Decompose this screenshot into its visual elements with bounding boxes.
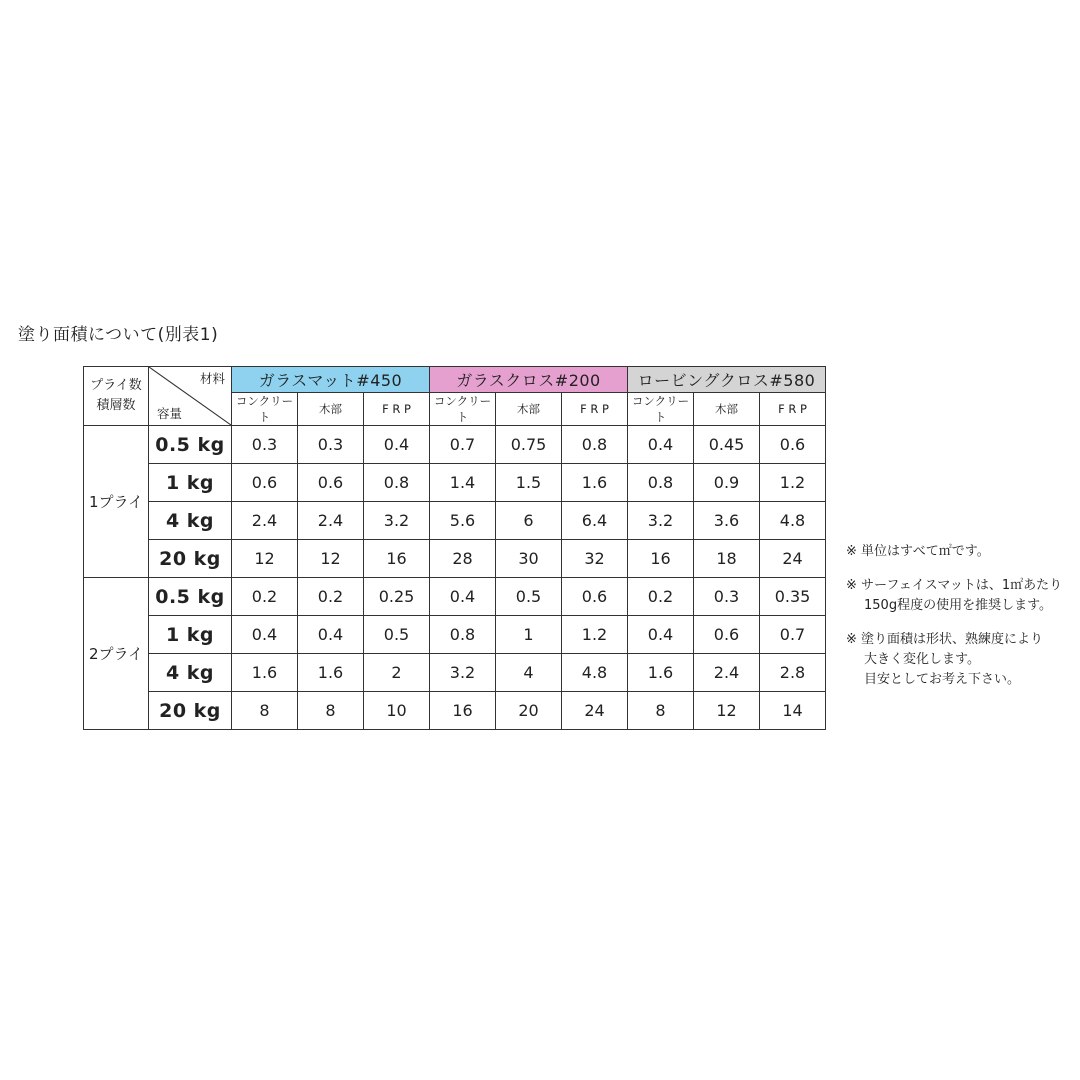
table-cell: 6	[496, 502, 562, 540]
table-cell: 0.3	[694, 578, 760, 616]
capacity-label: 0.5 kg	[149, 426, 232, 464]
table-cell: 0.6	[694, 616, 760, 654]
table-cell: 4.8	[760, 502, 826, 540]
table-cell: 1.5	[496, 464, 562, 502]
table-cell: 1.2	[562, 616, 628, 654]
table-cell: 8	[628, 692, 694, 730]
table-cell: 2.8	[760, 654, 826, 692]
table-cell: 20	[496, 692, 562, 730]
substrate-header: 木部	[298, 393, 364, 426]
table-cell: 18	[694, 540, 760, 578]
substrate-header: F R P	[760, 393, 826, 426]
note-line: ※ 塗り面積は形状、熟練度により	[846, 632, 1044, 647]
table-cell: 0.7	[430, 426, 496, 464]
substrate-header: コンクリート	[430, 393, 496, 426]
table-cell: 0.5	[496, 578, 562, 616]
table-cell: 2.4	[298, 502, 364, 540]
table-cell: 0.4	[298, 616, 364, 654]
note-line: 大きく変化します。	[864, 652, 980, 667]
table-cell: 0.45	[694, 426, 760, 464]
table-cell: 12	[694, 692, 760, 730]
ply-label: 1プライ	[84, 426, 149, 578]
capacity-label: 4 kg	[149, 502, 232, 540]
table-row	[84, 616, 826, 654]
table-cell: 0.8	[430, 616, 496, 654]
capacity-label: 0.5 kg	[149, 578, 232, 616]
table-cell: 2	[364, 654, 430, 692]
substrate-header: 木部	[496, 393, 562, 426]
table-cell: 0.8	[364, 464, 430, 502]
corner-header-cell	[149, 367, 232, 426]
table-cell: 0.35	[760, 578, 826, 616]
substrate-header: F R P	[364, 393, 430, 426]
table-cell: 1	[496, 616, 562, 654]
table-cell: 8	[298, 692, 364, 730]
table-cell: 3.2	[430, 654, 496, 692]
table-row	[84, 502, 826, 540]
table-cell: 28	[430, 540, 496, 578]
table-cell: 3.2	[364, 502, 430, 540]
table-cell: 24	[760, 540, 826, 578]
table-cell: 16	[364, 540, 430, 578]
table-cell: 24	[562, 692, 628, 730]
table-cell: 0.4	[430, 578, 496, 616]
table-cell: 16	[628, 540, 694, 578]
ply-header-cell	[84, 367, 149, 426]
note-line: 150g程度の使用を推奨します。	[864, 598, 1053, 613]
table-cell: 0.8	[628, 464, 694, 502]
table-cell: 0.4	[628, 616, 694, 654]
table-cell: 1.6	[562, 464, 628, 502]
substrate-header: F R P	[562, 393, 628, 426]
table-cell: 0.4	[364, 426, 430, 464]
layer-header-label: 積層数	[96, 398, 136, 413]
table-cell: 16	[430, 692, 496, 730]
table-cell: 0.6	[232, 464, 298, 502]
table-cell: 10	[364, 692, 430, 730]
note-line: 目安としてお考え下さい。	[864, 672, 1021, 687]
page-title: 塗り面積について(別表1)	[18, 325, 219, 345]
note-line: ※ 単位はすべて㎡です。	[846, 544, 990, 559]
substrate-header: コンクリート	[628, 393, 694, 426]
note	[846, 630, 1062, 690]
table-cell: 1.6	[298, 654, 364, 692]
table-cell: 1.6	[232, 654, 298, 692]
table-row	[84, 578, 826, 616]
table-cell: 0.75	[496, 426, 562, 464]
note-line: ※ サーフェイスマットは、1㎡あたり	[846, 578, 1063, 593]
table-cell: 0.4	[232, 616, 298, 654]
notes	[846, 542, 1062, 704]
capacity-label: 20 kg	[149, 692, 232, 730]
table-cell: 5.6	[430, 502, 496, 540]
table-row	[84, 464, 826, 502]
table-cell: 0.6	[562, 578, 628, 616]
table-cell: 30	[496, 540, 562, 578]
material-roving-cloth-580: ロービングクロス#580	[628, 367, 826, 393]
table-row	[84, 654, 826, 692]
material-glass-cloth-200: ガラスクロス#200	[430, 367, 628, 393]
table-cell: 1.2	[760, 464, 826, 502]
table-cell: 0.6	[298, 464, 364, 502]
table-cell: 0.2	[298, 578, 364, 616]
note	[846, 542, 1062, 562]
capacity-header-label: 容量	[157, 406, 183, 421]
table-cell: 32	[562, 540, 628, 578]
table-cell: 0.3	[298, 426, 364, 464]
table-cell: 0.2	[232, 578, 298, 616]
ply-header-label: プライ数	[90, 378, 142, 393]
table-cell: 0.4	[628, 426, 694, 464]
table-cell: 0.3	[232, 426, 298, 464]
table-row	[84, 692, 826, 730]
table-cell: 0.7	[760, 616, 826, 654]
table-cell: 1.4	[430, 464, 496, 502]
material-header-label: 材料	[199, 371, 225, 386]
table-cell: 3.2	[628, 502, 694, 540]
table-cell: 4	[496, 654, 562, 692]
capacity-label: 1 kg	[149, 616, 232, 654]
ply-label: 2プライ	[84, 578, 149, 730]
table-cell: 2.4	[232, 502, 298, 540]
table-cell: 0.2	[628, 578, 694, 616]
table-cell: 0.5	[364, 616, 430, 654]
table-cell: 4.8	[562, 654, 628, 692]
table-cell: 1.6	[628, 654, 694, 692]
note	[846, 576, 1062, 616]
capacity-label: 20 kg	[149, 540, 232, 578]
table-cell: 6.4	[562, 502, 628, 540]
table-cell: 12	[232, 540, 298, 578]
substrate-header: コンクリート	[232, 393, 298, 426]
capacity-label: 4 kg	[149, 654, 232, 692]
table-cell: 14	[760, 692, 826, 730]
material-glass-mat-450: ガラスマット#450	[232, 367, 430, 393]
table-row	[84, 540, 826, 578]
material-header-row	[84, 367, 826, 393]
table-cell: 0.25	[364, 578, 430, 616]
substrate-header: 木部	[694, 393, 760, 426]
table-row	[84, 426, 826, 464]
table-cell: 2.4	[694, 654, 760, 692]
coverage-table	[83, 366, 826, 730]
capacity-label: 1 kg	[149, 464, 232, 502]
table-cell: 0.6	[760, 426, 826, 464]
table-cell: 12	[298, 540, 364, 578]
table-cell: 0.9	[694, 464, 760, 502]
table-cell: 3.6	[694, 502, 760, 540]
table-cell: 8	[232, 692, 298, 730]
table-cell: 0.8	[562, 426, 628, 464]
